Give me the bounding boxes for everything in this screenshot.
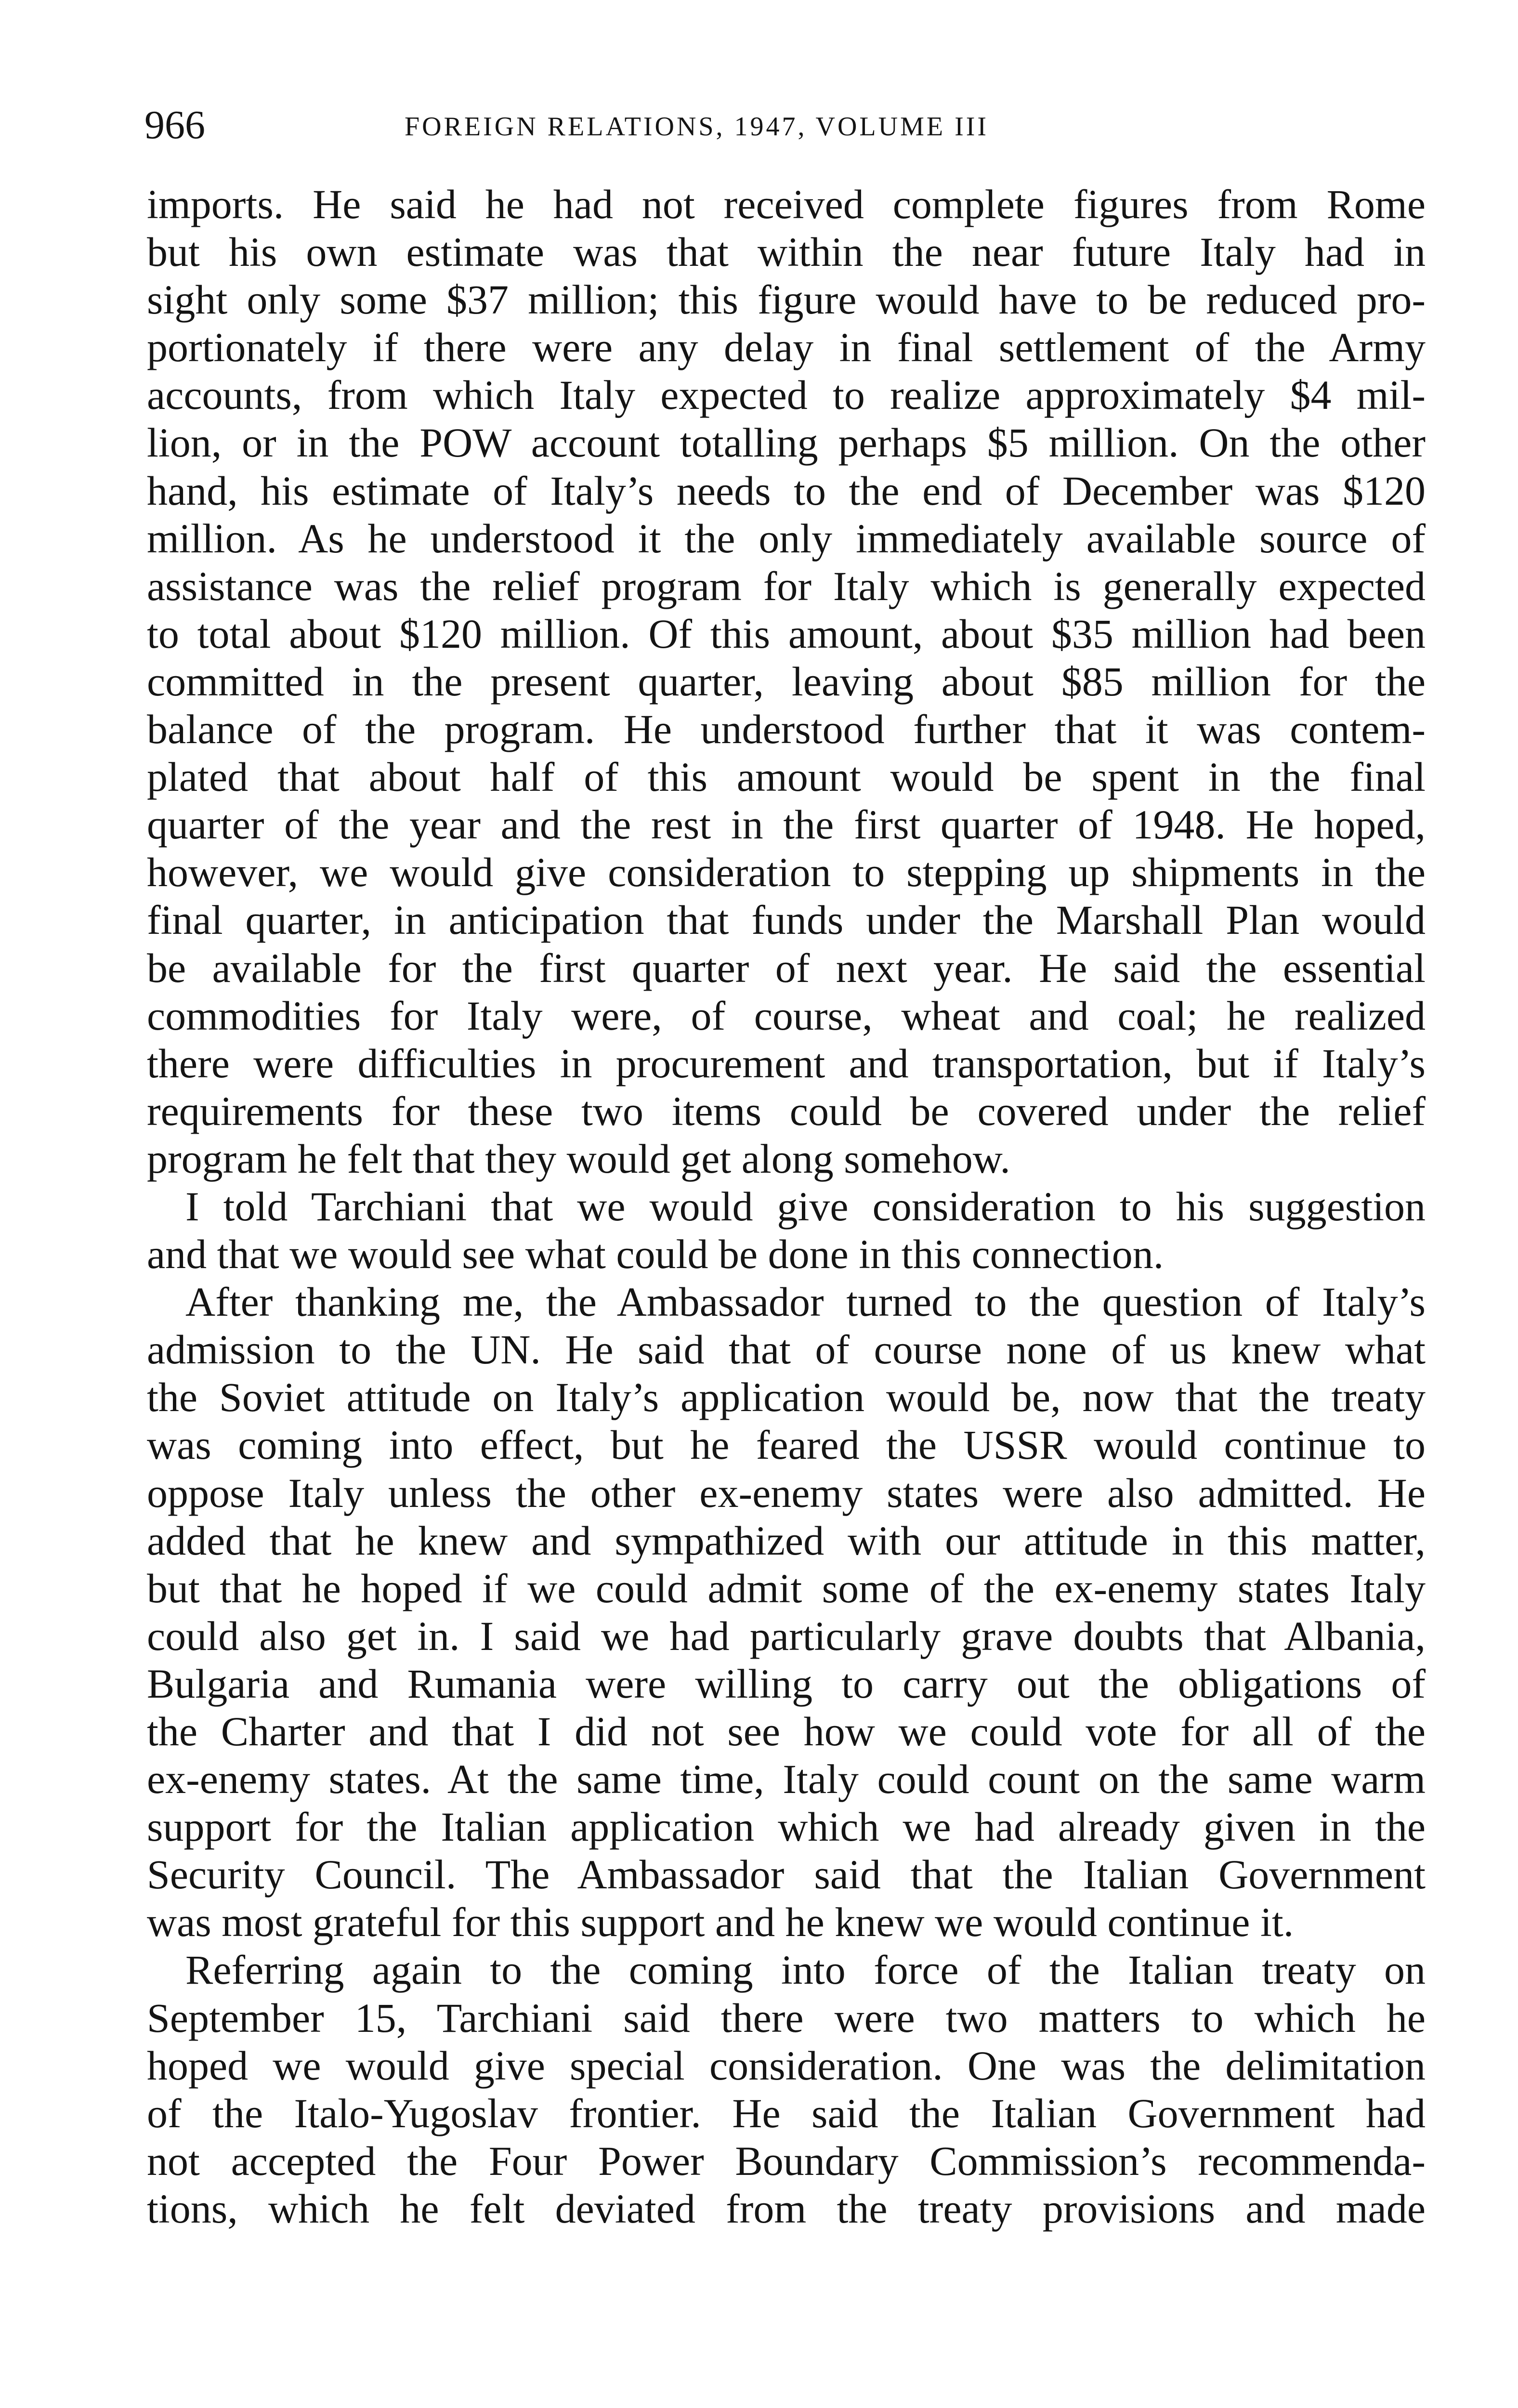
text-line: committed in the present quarter, leaving about $85 million for the: [147, 658, 1426, 705]
text-line: added that he knew and sympathized with our attitude in this matter,: [147, 1517, 1426, 1564]
text-line: hand, his estimate of Italy’s needs to the end of December was $120: [147, 467, 1426, 514]
text-line: could also get in. I said we had particularly grave doubts that Albania,: [147, 1612, 1426, 1659]
text-line: Referring again to the coming into force of the Italian treaty on: [185, 1947, 1426, 1993]
text-line: of the Italo-Yugoslav frontier. He said the Italian Government had: [147, 2090, 1426, 2136]
text-line: portionately if there were any delay in final settlement of the Army: [147, 324, 1426, 371]
text-line: final quarter, in anticipation that funds under the Marshall Plan would: [147, 897, 1426, 943]
text-line: balance of the program. He understood further that it was contem-: [147, 706, 1426, 753]
body-text: [147, 181, 1426, 2233]
text-line: admission to the UN. He said that of course none of us knew what: [147, 1326, 1426, 1373]
text-line: was coming into effect, but he feared the USSR would continue to: [147, 1422, 1426, 1468]
page-header: [144, 99, 1426, 152]
text-line: but that he hoped if we could admit some of the ex-enemy states Italy: [147, 1565, 1426, 1611]
text-line: commodities for Italy were, of course, wheat and coal; he realized: [147, 992, 1426, 1039]
text-line: assistance was the relief program for Italy which is generally expected: [147, 563, 1426, 609]
text-line: the Charter and that I did not see how we could vote for all of the: [147, 1708, 1426, 1754]
text-line: to total about $120 million. Of this amount, about $35 million had been: [147, 610, 1426, 657]
text-line: Security Council. The Ambassador said that the Italian Government: [147, 1851, 1426, 1898]
text-line: but his own estimate was that within the near future Italy had in: [147, 229, 1426, 275]
text-line: plated that about half of this amount would be spent in the final: [147, 754, 1426, 800]
text-line: I told Tarchiani that we would give consideration to his suggestion: [185, 1183, 1426, 1230]
running-head: FOREIGN RELATIONS, 1947, VOLUME III: [405, 112, 989, 142]
text-line: accounts, from which Italy expected to realize approximately $4 mil-: [147, 372, 1426, 419]
text-line: program he felt that they would get along somehow.: [147, 1135, 1010, 1182]
text-line: there were difficulties in procurement and transportation, but if Italy’s: [147, 1040, 1426, 1086]
text-line: hoped we would give special consideration. One was the delimitation: [147, 2042, 1426, 2089]
text-line: imports. He said he had not received complete figures from Rome: [147, 181, 1426, 227]
text-line: ex-enemy states. At the same time, Italy could count on the same warm: [147, 1756, 1426, 1803]
text-line: be available for the first quarter of next year. He said the essential: [147, 944, 1426, 991]
text-line: sight only some $37 million; this figure would have to be reduced pro-: [147, 276, 1426, 323]
text-line: however, we would give consideration to stepping up shipments in the: [147, 849, 1426, 896]
text-line: support for the Italian application which we had already given in the: [147, 1804, 1426, 1850]
text-line: September 15, Tarchiani said there were two matters to which he: [147, 1994, 1426, 2041]
text-line: the Soviet attitude on Italy’s application would be, now that the treaty: [147, 1374, 1426, 1421]
text-line: million. As he understood it the only immediately available source of: [147, 515, 1426, 562]
text-line: oppose Italy unless the other ex-enemy states were also admitted. He: [147, 1469, 1426, 1516]
text-line: requirements for these two items could be covered under the relief: [147, 1087, 1426, 1134]
page-number: 966: [144, 103, 205, 147]
text-line: not accepted the Four Power Boundary Commission’s recommenda-: [147, 2137, 1426, 2184]
text-line: tions, which he felt deviated from the treaty provisions and made: [147, 2185, 1426, 2232]
text-line: After thanking me, the Ambassador turned to the question of Italy’s: [185, 1279, 1426, 1325]
text-line: was most grateful for this support and he knew we would continue it.: [147, 1899, 1294, 1946]
text-line: lion, or in the POW account totalling perhaps $5 million. On the other: [147, 419, 1426, 466]
text-line: and that we would see what could be done in this connection.: [147, 1231, 1164, 1278]
text-line: Bulgaria and Rumania were willing to carry out the obligations of: [147, 1660, 1426, 1707]
text-line: quarter of the year and the rest in the first quarter of 1948. He hoped,: [147, 801, 1426, 848]
